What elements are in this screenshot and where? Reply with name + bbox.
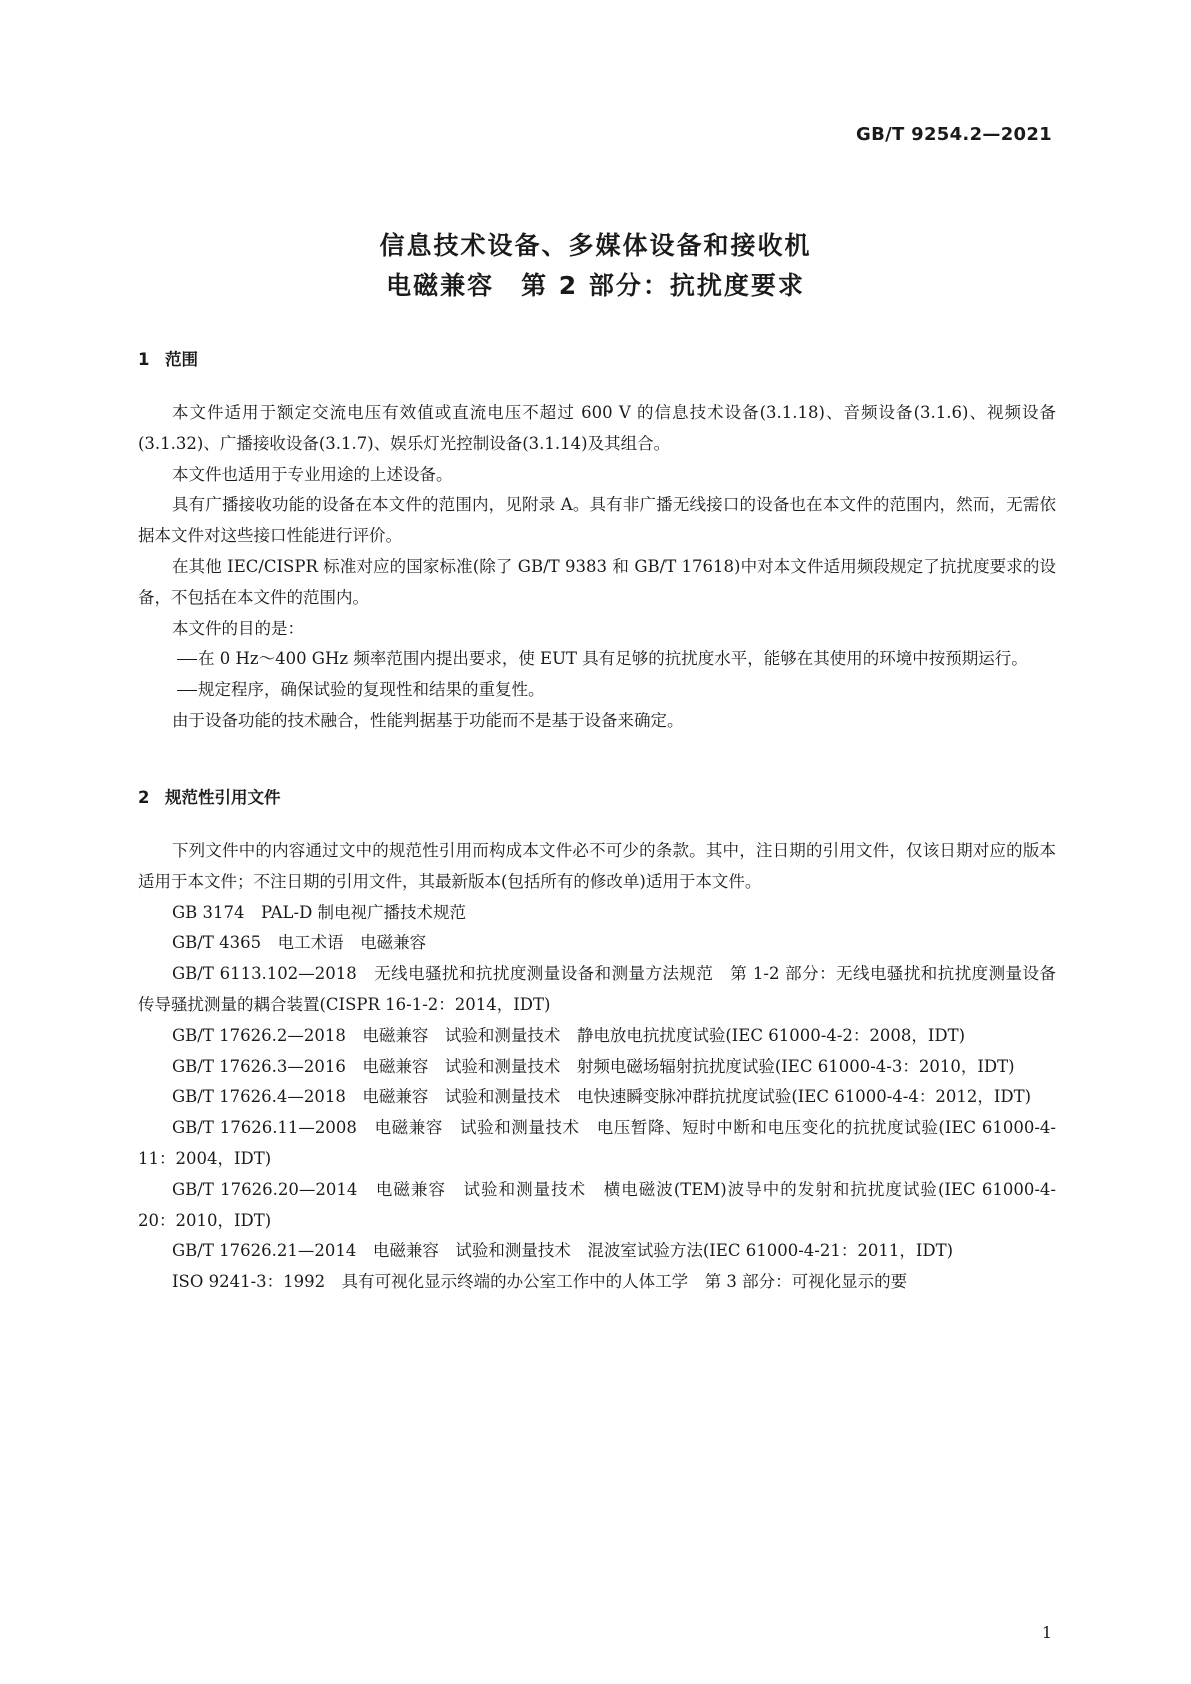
section-1-body bbox=[138, 398, 1056, 737]
document-title-line-2: 电磁兼容 第 2 部分：抗扰度要求 bbox=[386, 271, 805, 300]
standard-number: GB/T 9254.2—2021 bbox=[856, 124, 1052, 145]
paragraph: 本文件也适用于专业用途的上述设备。 bbox=[172, 464, 453, 484]
section-2-body bbox=[138, 836, 1073, 1298]
section-1-title: 范围 bbox=[165, 350, 198, 369]
page-number: 1 bbox=[1041, 1623, 1052, 1642]
dash-list-item: 在 0 Hz～400 GHz 频率范围内提出要求，使 EUT 具有足够的抗扰度水平，能够在其使用的环境中按预期运行。 bbox=[138, 644, 1056, 675]
section-2-number: 2 bbox=[138, 788, 150, 807]
reference-item: GB/T 17626.2—2018 电磁兼容 试验和测量技术 静电放电抗扰度试验(IEC 61000-4-2：2008，IDT) bbox=[172, 1025, 966, 1045]
section-1-number: 1 bbox=[138, 350, 150, 369]
reference-item: ISO 9241-3：1992 具有可视化显示终端的办公室工作中的人体工学 第 3 部分：可视化显示的要 bbox=[172, 1272, 908, 1292]
reference-item: GB/T 17626.20—2014 电磁兼容 试验和测量技术 横电磁波(TEM)波导中的发射和抗扰度试验(IEC 61000-4-20：2010，IDT) bbox=[138, 1179, 1056, 1230]
paragraph: 下列文件中的内容通过文中的规范性引用而构成本文件必不可少的条款。其中，注日期的引用文件，仅该日期对应的版本适用于本文件；不注日期的引用文件，其最新版本(包括所有的修改单)适用于本文件。 bbox=[138, 841, 1056, 891]
section-2-title: 规范性引用文件 bbox=[165, 788, 281, 807]
reference-item: GB/T 17626.3—2016 电磁兼容 试验和测量技术 射频电磁场辐射抗扰度试验(IEC 61000-4-3：2010，IDT) bbox=[172, 1056, 1015, 1076]
reference-item: GB/T 17626.11—2008 电磁兼容 试验和测量技术 电压暂降、短时中断和电压变化的抗扰度试验(IEC 61000-4-11：2004，IDT) bbox=[138, 1118, 1056, 1168]
reference-item: GB/T 17626.21—2014 电磁兼容 试验和测量技术 混波室试验方法(IEC 61000-4-21：2011，IDT) bbox=[172, 1241, 954, 1261]
section-2-heading bbox=[138, 784, 281, 808]
paragraph: 本文件的目的是： bbox=[172, 618, 304, 638]
paragraph: 具有广播接收功能的设备在本文件的范围内，见附录 A。具有非广播无线接口的设备也在本文件的范围内，然而，无需依据本文件对这些接口性能进行评价。 bbox=[138, 495, 1056, 546]
dash-list-item: 规定程序，确保试验的复现性和结果的重复性。 bbox=[138, 675, 1056, 706]
reference-item: GB 3174 PAL-D 制电视广播技术规范 bbox=[172, 902, 467, 922]
reference-item: GB/T 4365 电工术语 电磁兼容 bbox=[172, 933, 427, 953]
section-1-heading bbox=[138, 346, 198, 370]
paragraph: 在其他 IEC/CISPR 标准对应的国家标准(除了 GB/T 9383 和 GB/T 17618)中对本文件适用频段规定了抗扰度要求的设备，不包括在本文件的范围内。 bbox=[138, 556, 1056, 607]
reference-item: GB/T 6113.102—2018 无线电骚扰和抗扰度测量设备和测量方法规范 第 1-2 部分：无线电骚扰和抗扰度测量设备 传导骚扰测量的耦合装置(CISPR 16-1-2：2014，IDT) bbox=[138, 964, 1073, 1014]
paragraph: 本文件适用于额定交流电压有效值或直流电压不超过 600 V 的信息技术设备(3.1.18)、音频设备(3.1.6)、视频设备(3.1.32)、广播接收设备(3.1.7)、娱乐灯光控制设备(3.1.14)及其组合。 bbox=[138, 403, 1056, 453]
reference-item: GB/T 17626.4—2018 电磁兼容 试验和测量技术 电快速瞬变脉冲群抗扰度试验(IEC 61000-4-4：2012，IDT) bbox=[172, 1087, 1032, 1107]
paragraph: 由于设备功能的技术融合，性能判据基于功能而不是基于设备来确定。 bbox=[172, 710, 684, 730]
document-title-line-1: 信息技术设备、多媒体设备和接收机 bbox=[379, 231, 812, 260]
